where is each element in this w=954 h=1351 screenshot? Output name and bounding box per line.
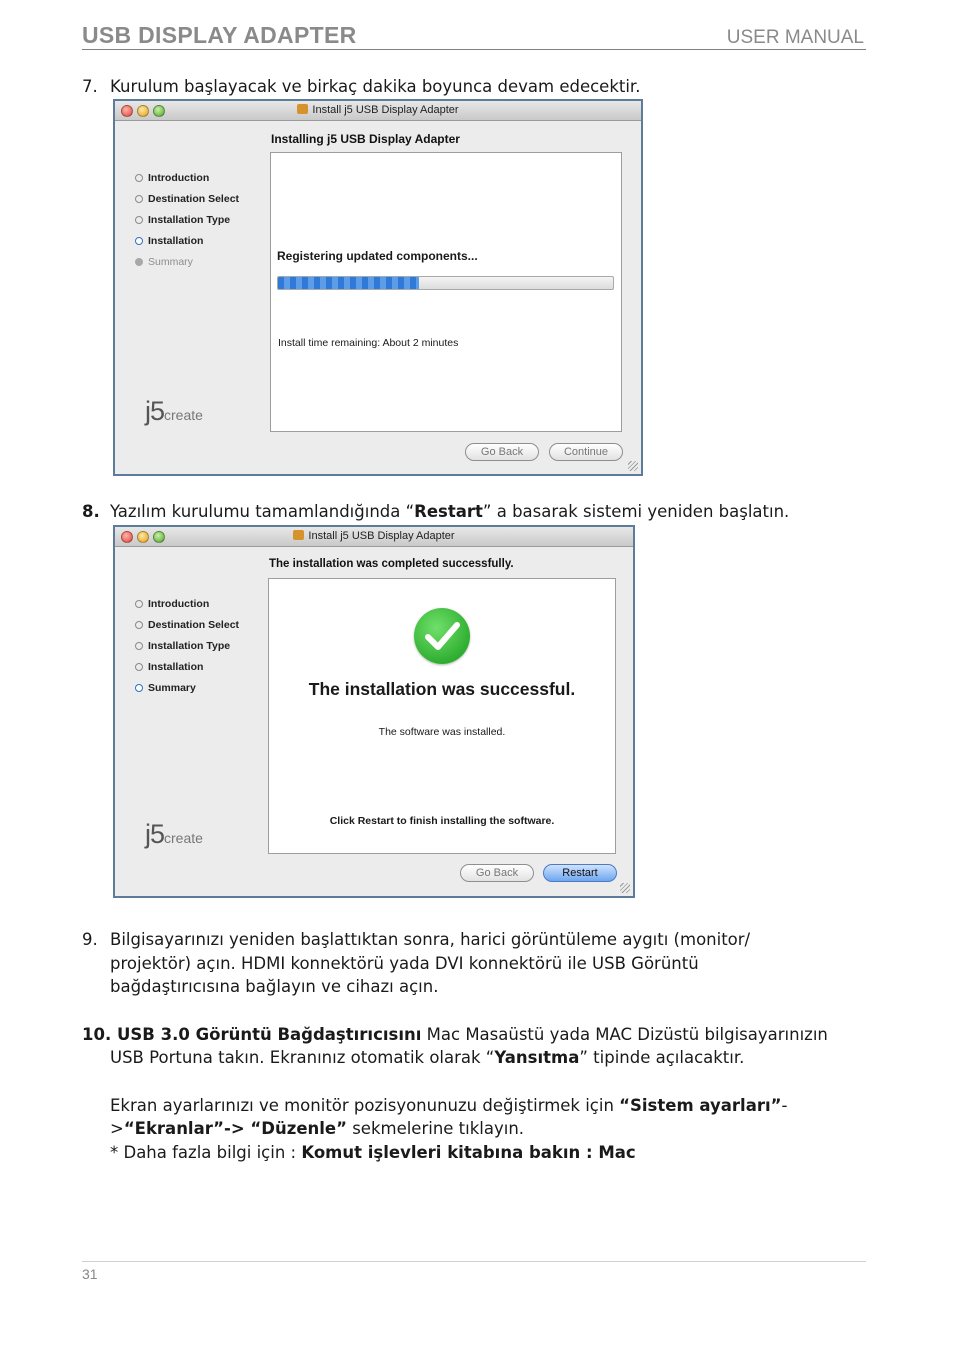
page-number: 31	[82, 1266, 98, 1282]
step-item-destination: Destination Select	[135, 619, 239, 640]
step-item-installation-type: Installation Type	[135, 214, 239, 235]
page-header	[82, 22, 866, 50]
window-titlebar	[115, 101, 641, 121]
step-bullet-icon	[135, 684, 143, 692]
step-bullet-icon	[135, 237, 143, 245]
install-progress-bar	[277, 276, 614, 290]
restart-keyword: Restart	[414, 502, 483, 521]
step-item-installation-type: Installation Type	[135, 640, 239, 661]
step-number: 8.	[82, 502, 100, 521]
settings-instruction-line-1: Ekran ayarlarınızı ve monitör pozisyonunuzu değiştirmek için “Sistem ayarları”-	[110, 1096, 788, 1115]
settings-instruction-line-2: >“Ekranlar”-> “Düzenle” sekmelerine tıklayın.	[110, 1119, 525, 1138]
go-back-button[interactable]: Go Back	[465, 443, 539, 461]
step-9-text	[110, 928, 870, 999]
success-check-icon	[414, 608, 470, 664]
step-item-summary: Summary	[135, 682, 239, 703]
installed-note: The software was installed.	[378, 726, 506, 738]
adapter-name: USB 3.0 Görüntü Bağdaştırıcısını	[117, 1025, 422, 1044]
step-10-line-2: USB Portuna takın. Ekranınız otomatik olarak “Yansıtma” tipinde açılacaktır.	[110, 1048, 745, 1067]
step-bullet-icon	[135, 258, 143, 266]
step-bullet-icon	[135, 663, 143, 671]
mirror-mode-keyword: Yansıtma	[494, 1048, 580, 1067]
step-text: Yazılım kurulumu tamamlandığında “Restart” a basarak sistemi yeniden başlatın.	[110, 502, 790, 521]
step-item-introduction: Introduction	[135, 598, 239, 619]
system-settings-keyword: “Sistem ayarları”	[619, 1096, 782, 1115]
step-bullet-icon	[135, 216, 143, 224]
resize-grip[interactable]	[628, 461, 638, 471]
step-bullet-icon	[135, 600, 143, 608]
install-status: Registering updated components...	[277, 249, 478, 263]
displays-arrange-keyword: “Ekranlar”-> “Düzenle”	[123, 1119, 347, 1138]
package-icon	[297, 104, 308, 114]
package-icon	[293, 530, 304, 540]
text-line: bağdaştırıcısına bağlayın ve cihazı açın.	[110, 977, 439, 996]
step-number: 7.	[82, 77, 98, 96]
window-title: Install j5 USB Display Adapter	[115, 104, 641, 116]
footer-divider	[82, 1261, 866, 1262]
restart-button[interactable]: Restart	[543, 864, 617, 882]
window-title: Install j5 USB Display Adapter	[115, 530, 633, 542]
installer-window-progress	[113, 99, 643, 476]
text-line: Bilgisayarınızı yeniden başlattıktan sonra, harici görüntüleme aygıtı (monitor/	[110, 930, 751, 949]
installer-steps	[135, 598, 239, 703]
step-bullet-icon	[135, 174, 143, 182]
installer-steps	[135, 172, 239, 277]
step-10-line-1: USB 3.0 Görüntü Bağdaştırıcısını Mac Masaüstü yada MAC Dizüstü bilgisayarınızın	[117, 1025, 828, 1044]
j5create-logo: j5create	[145, 396, 203, 426]
step-item-installation: Installation	[135, 235, 239, 256]
step-item-installation: Installation	[135, 661, 239, 682]
step-item-introduction: Introduction	[135, 172, 239, 193]
window-titlebar	[115, 527, 633, 547]
text-line: projektör) açın. HDMI konnektörü yada DVI konnektörü ile USB Görüntü	[110, 953, 699, 973]
resize-grip[interactable]	[620, 883, 630, 893]
step-bullet-icon	[135, 195, 143, 203]
reference-keyword: Komut işlevleri kitabına bakın : Mac	[301, 1143, 636, 1162]
step-number: 10.	[82, 1025, 112, 1044]
step-item-destination: Destination Select	[135, 193, 239, 214]
j5create-logo: j5create	[145, 819, 203, 849]
step-number: 9.	[82, 930, 98, 949]
step-text: Kurulum başlayacak ve birkaç dakika boyunca devam edecektir.	[110, 77, 641, 96]
more-info-note: * Daha fazla bilgi için : Komut işlevleri kitabına bakın : Mac	[110, 1143, 636, 1162]
content-panel	[268, 578, 616, 854]
content-panel	[270, 152, 622, 432]
installer-heading: Installing j5 USB Display Adapter	[271, 132, 460, 146]
success-message: The installation was successful.	[308, 679, 576, 699]
step-item-summary: Summary	[135, 256, 239, 277]
installer-heading: The installation was completed successfully.	[269, 558, 514, 570]
continue-button[interactable]: Continue	[549, 443, 623, 461]
document-subtitle: USER MANUAL	[726, 27, 864, 48]
step-bullet-icon	[135, 642, 143, 650]
restart-instruction: Click Restart to finish installing the software.	[329, 815, 555, 827]
document-title: USB DISPLAY ADAPTER	[82, 22, 357, 48]
progress-fill	[278, 277, 419, 289]
step-bullet-icon	[135, 621, 143, 629]
installer-window-success	[113, 525, 635, 898]
time-remaining: Install time remaining: About 2 minutes	[278, 337, 459, 349]
go-back-button[interactable]: Go Back	[460, 864, 534, 882]
